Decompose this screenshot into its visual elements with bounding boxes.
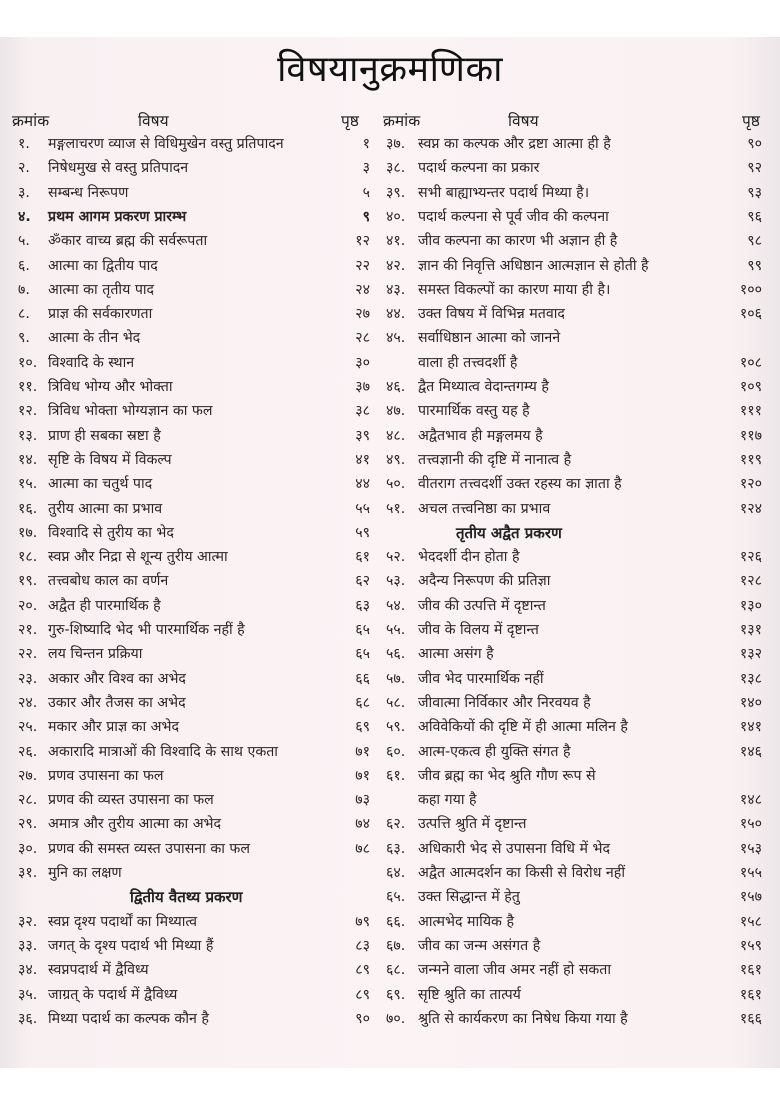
toc-entry [386, 960, 762, 980]
entry-page-number: ६८ [355, 694, 370, 711]
toc-entry [18, 377, 370, 397]
entry-number: ६५. [386, 889, 406, 906]
entry-number: २. [18, 160, 30, 177]
toc-entry [386, 985, 762, 1005]
entry-title: पदार्थ कल्पना से पूर्व जीव की कल्पना [418, 208, 609, 225]
entry-title: जीव कल्पना का कारण भी अज्ञान ही है [418, 233, 618, 250]
toc-entry [386, 717, 762, 737]
entry-title: ज्ञान की निवृत्ति अधिष्ठान आत्मज्ञान से होती है [418, 257, 649, 274]
entry-title: जन्मने वाला जीव अमर नहीं हो सकता [418, 962, 612, 979]
entry-number: १२. [18, 403, 38, 420]
toc-entry [18, 644, 370, 664]
entry-number: ३१. [18, 865, 38, 881]
entry-title: कहा गया है [418, 792, 477, 809]
entry-page-number: १५८ [739, 913, 762, 930]
toc-entry [18, 1009, 370, 1029]
entry-number: ८. [18, 306, 30, 323]
entry-title: स्वप्न दृश्य पदार्थों का मिथ्यात्व [48, 913, 198, 930]
entry-number: ३४. [18, 962, 38, 979]
left-header-page: पृष्ठ [341, 112, 359, 130]
toc-entry [386, 353, 762, 373]
entry-page-number: १४८ [739, 792, 762, 809]
entry-title: प्राण ही सबका स्रष्टा है [48, 427, 161, 444]
entry-title: वाला ही तत्त्वदर्शी है [418, 354, 518, 371]
entry-number: १४. [18, 451, 38, 468]
entry-page-number: ९० [355, 1010, 370, 1027]
toc-entry [18, 790, 370, 810]
book-page [0, 37, 780, 1068]
toc-entry [386, 547, 762, 567]
toc-entry [18, 304, 370, 324]
entry-page-number: १५९ [739, 937, 762, 954]
toc-entry [18, 693, 370, 713]
entry-title: आत्मा का तृतीय पाद [48, 281, 155, 298]
entry-page-number: १५७ [739, 889, 762, 906]
toc-entry [386, 499, 762, 519]
entry-title: आत्म-एकत्व ही युक्ति संगत है [418, 743, 571, 760]
entry-number: २०. [18, 597, 38, 614]
entry-title: अद्वैत आत्मदर्शन का किसी से विरोध नहीं [418, 865, 626, 881]
entry-page-number: १३१ [739, 622, 762, 638]
entry-number: ३६. [18, 1010, 38, 1027]
entry-number: ४७. [386, 403, 406, 420]
toc-entry [18, 547, 370, 567]
toc-entry [18, 353, 370, 373]
entry-title: प्राज्ञ की सर्वकारणता [48, 306, 153, 323]
entry-page-number: ७३ [355, 792, 370, 809]
entry-number: ५१. [386, 500, 406, 517]
entry-page-number: ११९ [739, 451, 762, 468]
entry-title: अचल तत्त्वनिष्ठा का प्रभाव [418, 500, 551, 517]
entry-page-number: ४१ [355, 451, 370, 468]
entry-title: आत्मा का द्वितीय पाद [48, 257, 158, 274]
entry-page-number: ९६ [747, 208, 762, 225]
entry-title: तत्त्वबोध काल का वर्णन [48, 573, 169, 590]
entry-title: उत्पत्ति श्रुति में दृष्टान्त [418, 816, 527, 833]
toc-entry [386, 280, 762, 300]
entry-page-number: ७१ [355, 767, 370, 784]
entry-title: अकारादि मात्राओं की विश्वादि के साथ एकता [48, 743, 278, 760]
toc-entry [18, 766, 370, 786]
entry-title: गुरु-शिष्यादि भेद भी पारमार्थिक नहीं है [48, 622, 245, 638]
entry-title: प्रणव की व्यस्त उपासना का फल [48, 792, 214, 809]
entry-number: १६. [18, 500, 38, 517]
entry-number: १५. [18, 476, 38, 493]
entry-number: १९. [18, 573, 38, 590]
left-header-subject: विषय [138, 112, 169, 130]
entry-number: ५. [18, 233, 30, 250]
entry-page-number: ८९ [355, 986, 370, 1003]
entry-title: अद्वैत ही पारमार्थिक है [48, 597, 161, 614]
entry-page-number: १३८ [739, 670, 762, 687]
entry-title: तुरीय आत्मा का प्रभाव [48, 500, 163, 517]
entry-number: ६२. [386, 816, 406, 833]
entry-page-number: ६२ [355, 573, 370, 590]
entry-title: द्वैत मिथ्यात्व वेदान्तगम्य है [418, 379, 549, 395]
toc-entry [18, 450, 370, 470]
entry-number: ५९. [386, 719, 406, 736]
entry-page-number: १०८ [739, 354, 762, 371]
entry-number: ५२. [386, 549, 406, 566]
entry-page-number: १५० [739, 816, 762, 833]
toc-entry [386, 207, 762, 227]
entry-page-number: ३८ [355, 403, 370, 420]
toc-entry [386, 571, 762, 591]
entry-page-number: १०९ [739, 379, 762, 395]
entry-number: ५०. [386, 476, 406, 493]
entry-number: ४५. [386, 330, 406, 347]
entry-title: त्रिविध भोग्य और भोक्ता [48, 379, 173, 395]
toc-entry [18, 231, 370, 251]
entry-number: ५६. [386, 646, 406, 663]
entry-title: लय चिन्तन प्रक्रिया [48, 646, 143, 663]
toc-entry [386, 596, 762, 616]
entry-number: ५४. [386, 597, 406, 614]
entry-page-number: ७४ [355, 816, 370, 833]
entry-number: २९. [18, 816, 38, 833]
entry-page-number: ९२ [747, 160, 762, 177]
entry-number: ४९. [386, 451, 406, 468]
toc-entry [18, 571, 370, 591]
toc-entry [386, 401, 762, 421]
toc-entry [18, 936, 370, 956]
entry-number: ६०. [386, 743, 406, 760]
toc-entry [18, 280, 370, 300]
toc-entry [386, 1009, 762, 1029]
entry-number: ५५. [386, 622, 406, 638]
entry-page-number: ८३ [355, 937, 370, 954]
toc-entry [18, 328, 370, 348]
entry-number: ६६. [386, 913, 406, 930]
entry-page-number: ६५ [355, 622, 370, 638]
toc-entry [18, 839, 370, 859]
entry-title: जीवात्मा निर्विकार और निरवयव है [418, 694, 591, 711]
entry-number: ६१. [386, 767, 406, 784]
entry-page-number: १११ [739, 403, 762, 420]
entry-number: ५८. [386, 694, 406, 711]
entry-number: ६९. [386, 986, 406, 1003]
entry-page-number: ३९ [355, 427, 370, 444]
entry-number: ३३. [18, 937, 38, 954]
entry-page-number: १४६ [739, 743, 762, 760]
toc-entry [18, 134, 370, 154]
entry-number: ५७. [386, 670, 406, 687]
toc-entry [386, 936, 762, 956]
toc-entry [18, 814, 370, 834]
entry-title: जीव ब्रह्म का भेद श्रुति गौण रूप से [418, 767, 596, 784]
toc-entry [18, 742, 370, 762]
entry-number: ५३. [386, 573, 406, 590]
entry-page-number: १२८ [739, 573, 762, 590]
entry-title: प्रणव उपासना का फल [48, 767, 164, 784]
entry-title: श्रुति से कार्यकरण का निषेध किया गया है [418, 1010, 628, 1027]
entry-title: सम्बन्ध निरूपण [48, 184, 129, 201]
entry-number: ३०. [18, 840, 38, 857]
entry-title: अविवेकियों की दृष्टि में ही आत्मा मलिन है [418, 719, 628, 736]
entry-page-number: १५५ [739, 865, 762, 881]
entry-title: अकार और विश्व का अभेद [48, 670, 186, 687]
entry-number: ४१. [386, 233, 406, 250]
entry-title: आत्मा का चतुर्थ पाद [48, 476, 153, 493]
entry-number: ७. [18, 281, 30, 298]
toc-entry [386, 134, 762, 154]
entry-page-number: ९० [747, 136, 762, 152]
entry-page-number: १ [362, 136, 370, 152]
entry-title: जीव भेद पारमार्थिक नहीं [418, 670, 544, 687]
entry-number: ३८. [386, 160, 406, 177]
entry-number: ९. [18, 330, 30, 347]
entry-number: १८. [18, 549, 38, 566]
entry-title: जाग्रत् के पदार्थ में द्वैविध्य [48, 986, 178, 1003]
entry-number: ६४. [386, 865, 406, 881]
entry-title: सृष्टि के विषय में विकल्प [48, 451, 172, 468]
toc-entry [386, 620, 762, 640]
entry-title: उक्त सिद्धान्त में हेतु [418, 889, 520, 906]
entry-page-number: २८ [355, 330, 370, 347]
entry-page-number: १५३ [739, 840, 762, 857]
toc-entry [386, 256, 762, 276]
entry-page-number: ५५ [355, 500, 370, 517]
entry-page-number: ४४ [355, 476, 370, 493]
toc-entry [18, 960, 370, 980]
entry-title: प्रणव की समस्त व्यस्त उपासना का फल [48, 840, 250, 857]
entry-title: समस्त विकल्पों का कारण माया ही है। [418, 281, 611, 298]
toc-entry [18, 401, 370, 421]
entry-page-number: ३ [362, 160, 370, 177]
entry-page-number: ३७ [355, 379, 370, 395]
entry-number: १३. [18, 427, 38, 444]
entry-title: आत्मभेद मायिक है [418, 913, 514, 930]
entry-page-number: ३० [355, 354, 370, 371]
entry-page-number: ७९ [355, 913, 370, 930]
entry-title: निषेधमुख से वस्तु प्रतिपादन [48, 160, 189, 177]
entry-number: १०. [18, 354, 38, 371]
entry-page-number: १४० [739, 694, 762, 711]
entry-title: जीव के विलय में दृष्टान्त [418, 622, 539, 638]
toc-entry [386, 912, 762, 932]
entry-page-number: ७८ [355, 840, 370, 857]
entry-page-number: १२४ [739, 500, 762, 517]
entry-number: ४. [18, 208, 31, 225]
entry-page-number: ८९ [355, 962, 370, 979]
entry-title: अद्वैतभाव ही मङ्गलमय है [418, 427, 543, 444]
entry-page-number: ६६ [355, 670, 370, 687]
entry-page-number: १२ [355, 233, 370, 250]
toc-entry [18, 912, 370, 932]
toc-entry [386, 304, 762, 324]
toc-entry [386, 231, 762, 251]
entry-number: २६. [18, 743, 38, 760]
toc-entry [386, 863, 762, 883]
toc-entry [386, 328, 762, 348]
entry-page-number: १३० [739, 597, 762, 614]
entry-number: ४८. [386, 427, 406, 444]
entry-number: २१. [18, 622, 38, 638]
right-header-subject: विषय [508, 112, 539, 130]
left-header-num: क्रमांक [12, 112, 50, 130]
entry-title: ॐकार वाच्य ब्रह्म की सर्वरूपता [48, 233, 208, 250]
entry-page-number: ६३ [355, 597, 370, 614]
toc-entry [386, 377, 762, 397]
toc-entry [386, 742, 762, 762]
toc-entry [18, 256, 370, 276]
entry-page-number: ६१ [355, 549, 370, 566]
entry-number: ६. [18, 257, 30, 274]
entry-page-number: १४१ [739, 719, 762, 736]
entry-number: २४. [18, 694, 38, 711]
toc-entry [18, 499, 370, 519]
toc-entry [18, 474, 370, 494]
entry-title: मकार और प्राज्ञ का अभेद [48, 719, 179, 736]
toc-entry [18, 620, 370, 640]
section-heading: तृतीय अद्वैत प्रकरण [456, 523, 562, 542]
page-title: विषयानुक्रमणिका [277, 49, 503, 90]
entry-page-number: ११७ [739, 427, 762, 444]
toc-entry [386, 887, 762, 907]
entry-number: ११. [18, 379, 38, 395]
entry-page-number: २२ [355, 257, 370, 274]
toc-entry [386, 839, 762, 859]
entry-title: आत्मा के तीन भेद [48, 330, 141, 347]
entry-title: सृष्टि श्रुति का तात्पर्य [418, 986, 521, 1003]
entry-page-number: २७ [355, 306, 370, 323]
entry-number: ३७. [386, 136, 406, 152]
entry-title: विश्वादि के स्थान [48, 354, 135, 371]
entry-title: आत्मा असंग है [418, 646, 494, 663]
entry-page-number: ६९ [355, 719, 370, 736]
entry-number: ४४. [386, 306, 406, 323]
entry-number: ३५. [18, 986, 38, 1003]
entry-number: ३. [18, 184, 30, 201]
entry-title: स्वप्न का कल्पक और द्रष्टा आत्मा ही है [418, 136, 611, 152]
entry-title: अधिकारी भेद से उपासना विधि में भेद [418, 840, 611, 857]
toc-entry [386, 474, 762, 494]
entry-title: भेददर्शी दीन होता है [418, 549, 520, 566]
toc-entry [386, 450, 762, 470]
toc-entry [18, 183, 370, 203]
entry-page-number: ५ [362, 184, 370, 201]
entry-title: स्वप्न और निद्रा से शून्य तुरीय आत्मा [48, 549, 228, 566]
toc-entry [386, 814, 762, 834]
entry-page-number: १६६ [739, 1010, 762, 1027]
entry-title: विश्वादि से तुरीय का भेद [48, 524, 174, 541]
entry-title: उकार और तैजस का अभेद [48, 694, 186, 711]
entry-number: ६७. [386, 937, 406, 954]
entry-number: २८. [18, 792, 38, 809]
entry-title: अदैन्य निरूपण की प्रतिज्ञा [418, 573, 551, 590]
entry-page-number: ९ [362, 208, 370, 225]
entry-page-number: १६१ [739, 962, 762, 979]
right-header-num: क्रमांक [383, 112, 421, 130]
entry-title: मिथ्या पदार्थ का कल्पक कौन है [48, 1010, 209, 1027]
entry-page-number: १६१ [739, 986, 762, 1003]
toc-entry [18, 596, 370, 616]
entry-number: ४३. [386, 281, 406, 298]
entry-number: ४२. [386, 257, 406, 274]
toc-entry [386, 766, 762, 786]
section-heading: द्वितीय वैतथ्य प्रकरण [130, 888, 243, 907]
toc-entry [386, 426, 762, 446]
entry-number: ३९. [386, 184, 406, 201]
entry-title: स्वप्नपदार्थ में द्वैविध्य [48, 962, 149, 979]
entry-page-number: ७१ [355, 743, 370, 760]
entry-title: उक्त विषय में विभिन्न मतवाद [418, 306, 565, 323]
entry-page-number: ९९ [747, 257, 762, 274]
toc-entry [386, 790, 762, 810]
entry-title: त्रिविध भोक्ता भोग्यज्ञान का फल [48, 403, 213, 420]
entry-number: १. [18, 136, 30, 152]
entry-title: वीतराग तत्त्वदर्शी उक्त रहस्य का ज्ञाता है [418, 476, 622, 493]
entry-number: ४०. [386, 208, 406, 225]
toc-entry [386, 669, 762, 689]
entry-number: १७. [18, 524, 38, 541]
entry-title: जीव का जन्म असंगत है [418, 937, 541, 954]
entry-title: मुनि का लक्षण [48, 865, 122, 881]
entry-page-number: ५९ [355, 524, 370, 541]
entry-number: २७. [18, 767, 38, 784]
entry-title: सभी बाह्याभ्यन्तर पदार्थ मिथ्या है। [418, 184, 590, 201]
entry-title: जीव की उत्पत्ति में दृष्टान्त [418, 597, 546, 614]
entry-page-number: १२० [739, 476, 762, 493]
entry-number: २२. [18, 646, 38, 663]
entry-page-number: ९८ [747, 233, 762, 250]
toc-entry [386, 158, 762, 178]
toc-entry [386, 644, 762, 664]
toc-entry [18, 863, 370, 883]
entry-number: ६८. [386, 962, 406, 979]
entry-number: ३२. [18, 913, 38, 930]
entry-title: पदार्थ कल्पना का प्रकार [418, 160, 540, 177]
toc-entry [386, 693, 762, 713]
entry-page-number: १०६ [739, 306, 762, 323]
entry-title: सर्वाधिष्ठान आत्मा को जानने [418, 330, 561, 347]
toc-entry [386, 183, 762, 203]
toc-entry [18, 985, 370, 1005]
toc-entry [18, 523, 370, 543]
entry-page-number: १३२ [739, 646, 762, 663]
entry-page-number: ६५ [355, 646, 370, 663]
toc-entry [18, 158, 370, 178]
entry-title: मङ्गलाचरण व्याज से विधिमुखेन वस्तु प्रतिपादन [48, 136, 284, 152]
toc-entry [18, 426, 370, 446]
entry-title: जगत् के दृश्य पदार्थ भी मिथ्या हैं [48, 937, 214, 954]
entry-number: २३. [18, 670, 38, 687]
entry-number: ४६. [386, 379, 406, 395]
entry-page-number: २४ [355, 281, 370, 298]
right-header-page: पृष्ठ [742, 112, 760, 130]
entry-page-number: १०० [739, 281, 762, 298]
entry-page-number: ९३ [747, 184, 762, 201]
entry-number: २५. [18, 719, 38, 736]
entry-title: प्रथम आगम प्रकरण प्रारम्भ [48, 208, 187, 225]
entry-title: पारमार्थिक वस्तु यह है [418, 403, 530, 420]
entry-page-number: १२६ [739, 549, 762, 566]
entry-number: ७०. [386, 1010, 406, 1027]
entry-title: तत्त्वज्ञानी की दृष्टि में नानात्व है [418, 451, 572, 468]
toc-entry [18, 717, 370, 737]
entry-title: अमात्र और तुरीय आत्मा का अभेद [48, 816, 222, 833]
toc-entry [18, 207, 370, 227]
entry-number: ६३. [386, 840, 406, 857]
toc-entry [18, 669, 370, 689]
